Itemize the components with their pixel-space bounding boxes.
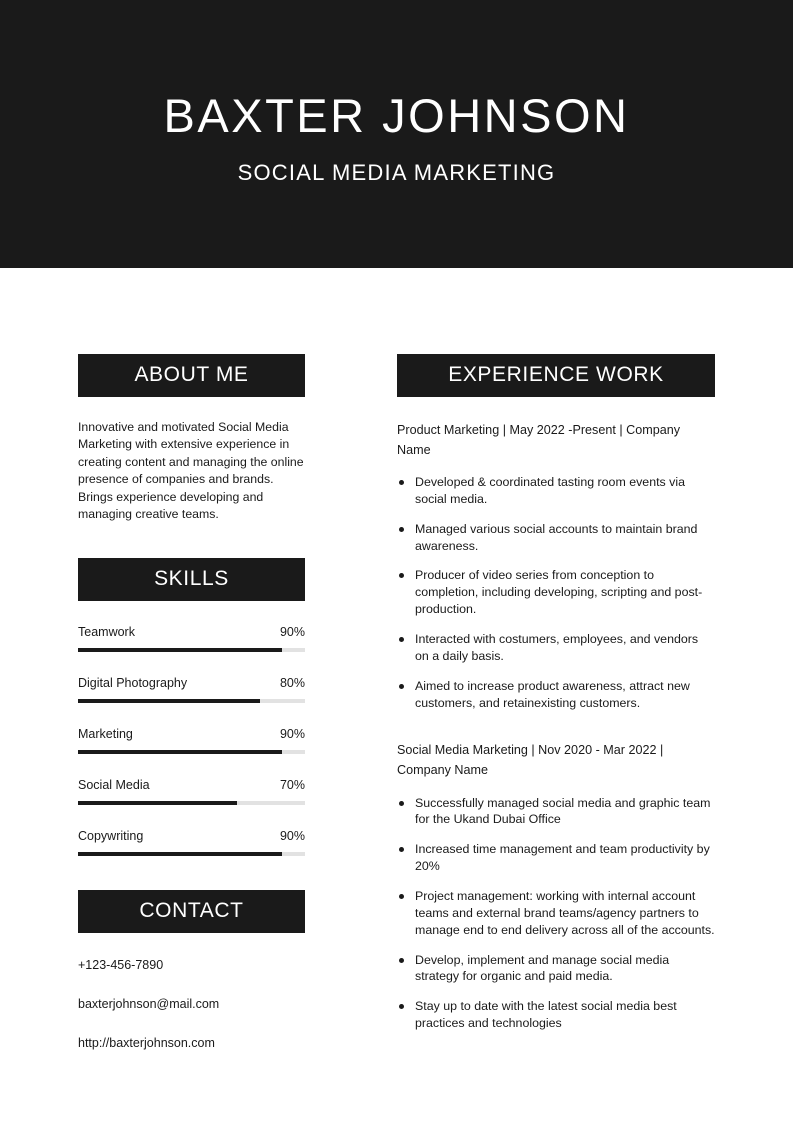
header-subtitle: SOCIAL MEDIA MARKETING bbox=[237, 159, 556, 185]
skill-value: 90% bbox=[279, 624, 305, 639]
skill-value: 90% bbox=[279, 828, 305, 843]
skill-item bbox=[78, 829, 305, 856]
skill-item bbox=[78, 676, 305, 703]
resume-header bbox=[0, 0, 793, 268]
list-item: Increased time management and team productivity by 20% bbox=[397, 841, 715, 875]
skill-progress-track bbox=[78, 852, 305, 856]
list-item: Producer of video series from conception to completion, including developing, scripting and post-production. bbox=[397, 567, 715, 618]
skill-item bbox=[78, 727, 305, 754]
experience-title: Social Media Marketing | Nov 2020 - Mar 2022 | Company Name bbox=[397, 743, 664, 777]
resume-body bbox=[0, 268, 793, 1050]
skill-progress-track bbox=[78, 699, 305, 703]
experience-bullets bbox=[397, 795, 715, 1032]
list-item: Develop, implement and manage social media strategy for organic and paid media. bbox=[397, 952, 715, 986]
skill-progress-fill bbox=[78, 699, 260, 703]
list-item: Stay up to date with the latest social media best practices and technologies bbox=[397, 998, 715, 1032]
skill-progress-fill bbox=[78, 648, 282, 652]
list-item: Successfully managed social media and graphic team for the Ukand Dubai Office bbox=[397, 795, 715, 829]
skill-progress-track bbox=[78, 648, 305, 652]
skills-section bbox=[78, 558, 305, 856]
experience-heading: EXPERIENCE WORK bbox=[397, 354, 715, 397]
experience-item bbox=[397, 741, 715, 1031]
contact-section bbox=[78, 890, 305, 1050]
skills-heading: SKILLS bbox=[78, 558, 305, 601]
list-item: Developed & coordinated tasting room events via social media. bbox=[397, 474, 715, 508]
skill-progress-track bbox=[78, 750, 305, 754]
experience-bullets bbox=[397, 474, 715, 711]
skill-label: Marketing bbox=[78, 726, 133, 741]
contact-phone[interactable]: +123-456-7890 bbox=[78, 957, 164, 972]
contact-heading: CONTACT bbox=[78, 890, 305, 933]
contact-website[interactable]: http://baxterjohnson.com bbox=[78, 1035, 215, 1050]
skill-value: 80% bbox=[279, 675, 305, 690]
left-column bbox=[78, 354, 305, 1050]
skill-value: 90% bbox=[279, 726, 305, 741]
list-item: Interacted with costumers, employees, and vendors on a daily basis. bbox=[397, 631, 715, 665]
skill-progress-track bbox=[78, 801, 305, 805]
skill-progress-fill bbox=[78, 852, 282, 856]
page-title: BAXTER JOHNSON bbox=[163, 89, 630, 143]
experience-title: Product Marketing | May 2022 -Present | Company Name bbox=[397, 423, 681, 457]
skill-progress-fill bbox=[78, 750, 282, 754]
skill-label: Social Media bbox=[78, 777, 150, 792]
skill-item bbox=[78, 778, 305, 805]
skill-progress-fill bbox=[78, 801, 237, 805]
list-item: Aimed to increase product awareness, attract new customers, and retainexisting customers. bbox=[397, 678, 715, 712]
experience-item bbox=[397, 421, 715, 711]
skill-label: Teamwork bbox=[78, 624, 135, 639]
about-text: Innovative and motivated Social Media Marketing with extensive experience in creating content and managing the online presence of companies and brands. Brings experience developing and managing creative teams. bbox=[78, 420, 304, 522]
right-column bbox=[397, 354, 715, 1032]
skill-label: Digital Photography bbox=[78, 675, 188, 690]
contact-email[interactable]: baxterjohnson@mail.com bbox=[78, 996, 220, 1011]
list-item: Project management: working with internal account teams and external brand teams/agency partners to manage end to end delivery across all of the accounts. bbox=[397, 888, 715, 939]
list-item: Managed various social accounts to maintain brand awareness. bbox=[397, 521, 715, 555]
skill-label: Copywriting bbox=[78, 828, 144, 843]
about-heading: ABOUT ME bbox=[78, 354, 305, 397]
skill-item bbox=[78, 625, 305, 652]
skill-value: 70% bbox=[279, 777, 305, 792]
